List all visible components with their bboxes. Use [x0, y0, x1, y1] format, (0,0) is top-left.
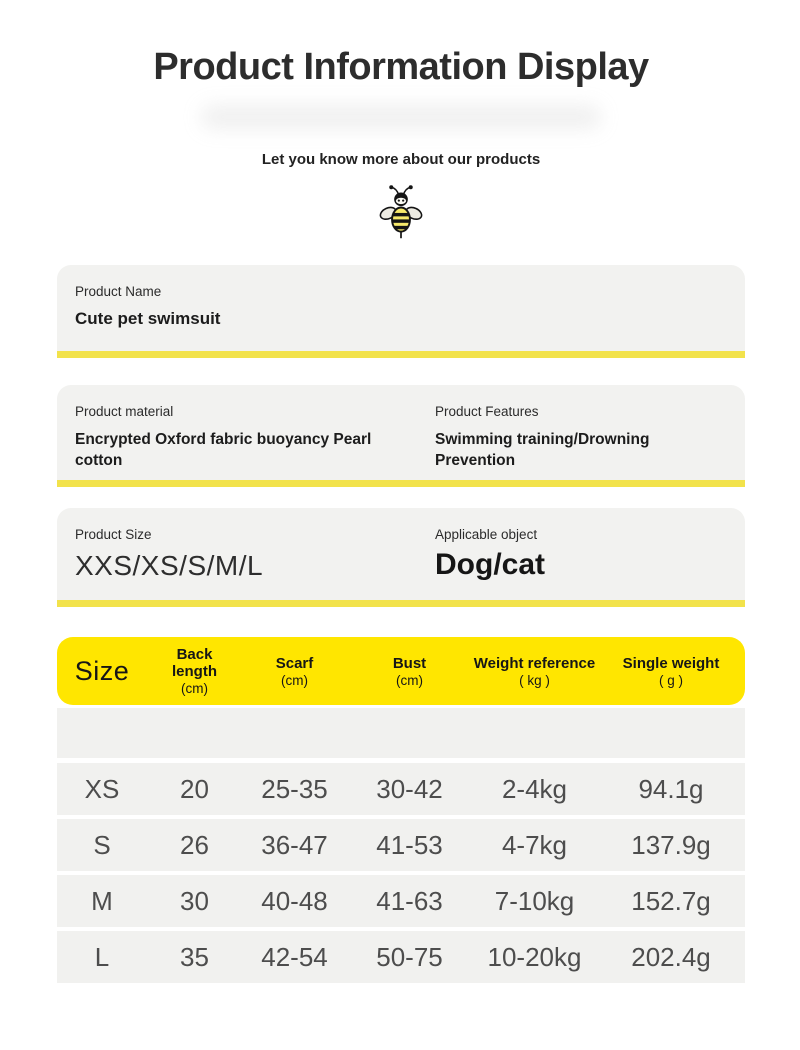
table-cell: 4-7kg — [501, 829, 568, 860]
page-subtitle: Let you know more about our products — [261, 151, 541, 168]
size-cell: S — [93, 829, 111, 860]
table-cell: 42-54 — [261, 941, 328, 972]
page-content — [57, 46, 745, 983]
product-material-label: Product material — [75, 404, 174, 419]
applicable-object-section — [435, 527, 725, 600]
table-cell — [597, 708, 745, 758]
table-cell — [57, 708, 147, 758]
col-header-weight-reference: Weight reference ( kg ) — [473, 654, 596, 688]
product-size-value: XXS/XS/S/M/L — [75, 550, 264, 581]
size-cell: L — [94, 941, 110, 972]
table-cell: 41-53 — [376, 829, 443, 860]
table-cell: 35 — [180, 941, 209, 972]
size-cell: XS — [84, 773, 120, 804]
col-header-size: Size — [74, 655, 130, 686]
product-features-label: Product Features — [435, 404, 539, 419]
table-cell: 41-63 — [376, 885, 443, 916]
table-cell: 10-20kg — [487, 941, 582, 972]
col-header-back-length: Back length (cm) — [172, 646, 217, 696]
applicable-object-label: Applicable object — [435, 527, 538, 542]
table-row-m — [57, 875, 745, 927]
product-features-value: Swimming training/Drowning Prevention — [435, 431, 650, 469]
table-cell: 7-10kg — [494, 885, 575, 916]
product-name-card — [57, 265, 745, 358]
table-cell: 137.9g — [631, 829, 711, 860]
col-header-single-weight: Single weight ( g ) — [622, 654, 720, 688]
table-cell: 25-35 — [261, 773, 328, 804]
size-cell: M — [91, 885, 113, 916]
page-title: Product Information Display — [153, 46, 649, 88]
product-name-value: Cute pet swimsuit — [75, 309, 221, 328]
table-cell: 30-42 — [376, 773, 443, 804]
table-row-xs — [57, 763, 745, 815]
ghost-watermark — [201, 105, 601, 129]
product-size-label: Product Size — [75, 527, 152, 542]
size-object-card — [57, 508, 745, 607]
col-header-scarf: Scarf (cm) — [275, 654, 314, 688]
table-cell — [242, 708, 347, 758]
table-cell: 40-48 — [261, 885, 328, 916]
table-cell: 202.4g — [631, 941, 711, 972]
table-row-empty — [57, 708, 745, 758]
size-table-header — [57, 637, 745, 705]
table-cell: 26 — [180, 829, 209, 860]
product-size-section — [75, 527, 435, 600]
table-cell — [472, 708, 597, 758]
col-header-bust: Bust (cm) — [392, 654, 427, 688]
applicable-object-value: Dog/cat — [435, 548, 546, 581]
table-cell — [347, 708, 472, 758]
product-name-label: Product Name — [75, 284, 162, 299]
table-cell: 20 — [180, 773, 209, 804]
table-cell: 50-75 — [376, 941, 443, 972]
table-cell: 152.7g — [631, 885, 711, 916]
material-features-card — [57, 385, 745, 487]
product-material-value: Encrypted Oxford fabric buoyancy Pearl cotton — [75, 431, 372, 469]
product-features-section — [435, 404, 725, 480]
bee-icon — [57, 183, 745, 239]
product-material-section — [75, 404, 435, 480]
table-cell: 2-4kg — [501, 773, 568, 804]
table-row-l — [57, 931, 745, 983]
table-cell — [147, 708, 242, 758]
table-row-s — [57, 819, 745, 871]
table-cell: 30 — [180, 885, 209, 916]
table-cell: 36-47 — [261, 829, 328, 860]
table-cell: 94.1g — [638, 773, 704, 804]
